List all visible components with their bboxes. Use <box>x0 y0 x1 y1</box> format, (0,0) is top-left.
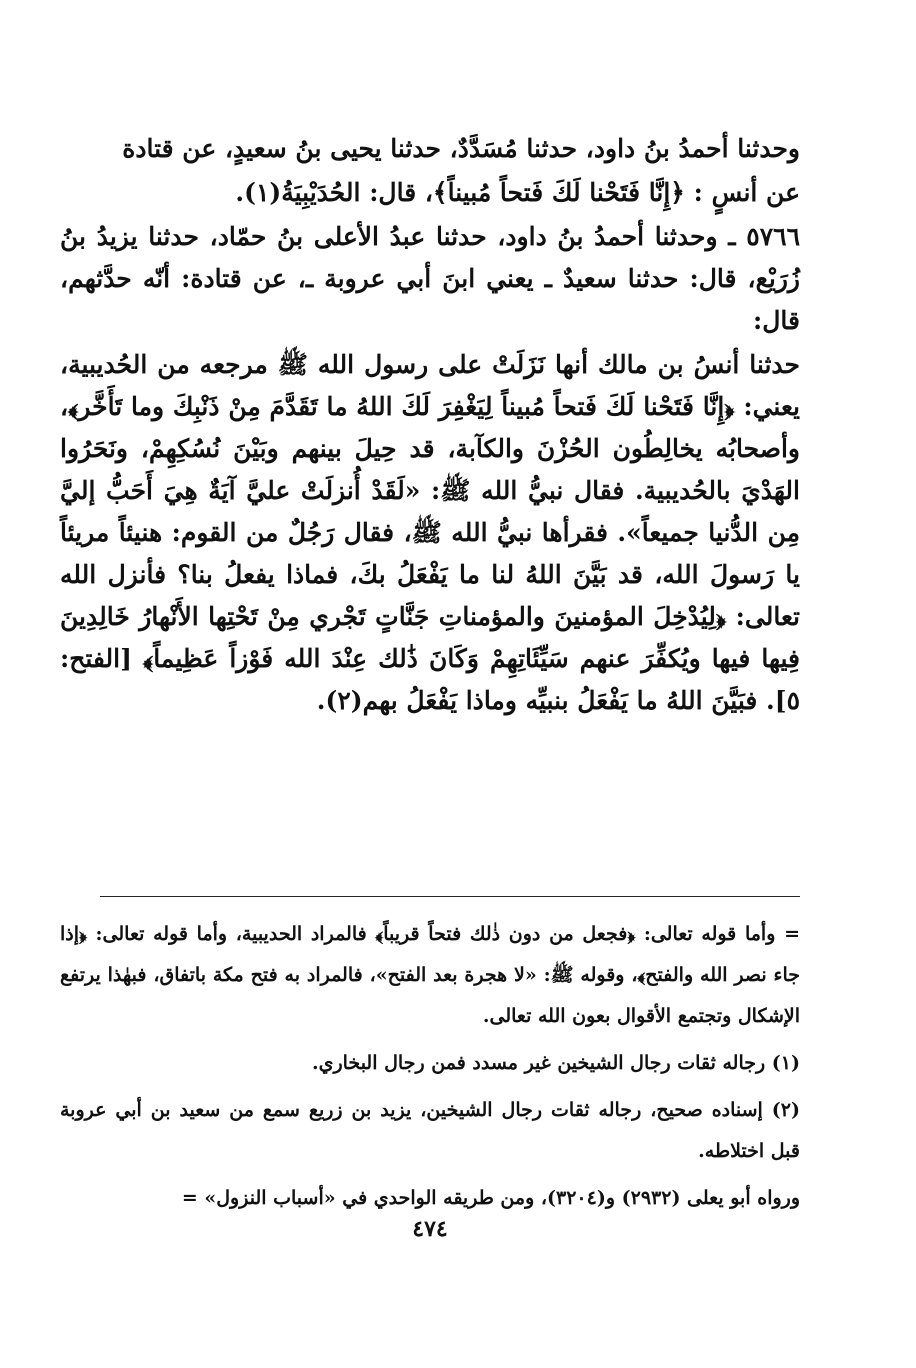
footnote-2-continued: ورواه أبو يعلى (٢٩٣٢) و(٣٢٠٤)، ومن طريقه الواحدي في «أسباب النزول» = <box>181 1187 800 1209</box>
paragraph-isnad-1: وحدثنا أحمدُ بنُ داود، حدثنا مُسَدَّدٌ، حدثنا يحيى بنُ سعيدٍ، عن قتادة <box>122 134 800 163</box>
footnote-1: (١) رجاله ثقات رجال الشيخين غير مسدد فمن رجال البخاري. <box>311 1052 800 1074</box>
paragraph-isnad-5766: ٥٧٦٦ ـ وحدثنا أحمدُ بنُ داود، حدثنا عبدُ الأعلى بنُ حمّاد، حدثنا يزيدُ بنُ زُرَيْع، قال: حدثنا سعيدٌ ـ يعني ابنَ أبي عروبة ـ، عن قتادة: أنّه حدَّثهم، قال: <box>60 222 800 335</box>
paragraph-hadith-1: عن أنسٍ : ﴿إِنَّا فَتَحْنا لَكَ فَتحاً مُبيناً﴾، قال: الحُدَيْبِيَةُ(١). <box>235 178 800 207</box>
footnote-separator <box>100 896 800 897</box>
document-page <box>60 0 800 1368</box>
main-text <box>60 128 800 722</box>
footnote-continuation: = وأما قوله تعالى: ﴿فجعل من دون ذٰلك فتحاً قريباً﴾ فالمراد الحديبية، وأما قوله تعالى: ﴿إذا جاء نصر الله والفتح﴾، وقوله ﷺ: «لا هجرة بعد الفتح»، فالمراد به فتح مكة باتفاق، فبهٰذا يرتفع الإشكال وتجتمع الأقوال بعون الله تعالى. <box>60 923 800 1027</box>
footnotes <box>60 914 800 1219</box>
paragraph-hadith-5766: حدثنا أنسُ بن مالك أنها نَزَلَتْ على رسول الله ﷺ مرجعه من الحُديبية، يعني: ﴿إِنَّا فَتَحْنا لَكَ فَتحاً مُبيناً لِيَغْفِرَ لَكَ اللهُ ما تَقَدَّمَ مِنْ ذَنْبِكَ وما تَأَخَّر﴾، وأصحابُه يخالِطُون الحُزْنَ والكآبة، قد حِيلَ بينهم وبَيْنَ نُسُكِهِمْ، ونَحَرُوا الهَدْيَ بالحُديبية. فقال نبيُّ الله ﷺ: «لَقَدْ أُنزلَتْ عليَّ آيَةٌ هِيَ أَحَبُّ إليَّ مِن الدُّنيا جميعاً». فقرأها نبيُّ الله ﷺ، فقال رَجُلٌ من القوم: هنيئاً مريئاً يا رَسولَ الله، قد بَيَّنَ اللهُ لنا ما يَفْعَلُ بكَ، فماذا يفعلُ بنا؟ فأنزل الله تعالى: ﴿لِيُدْخِلَ المؤمنينَ والمؤمناتِ جَنَّاتٍ تَجْري مِنْ تَحْتِها الأَنْهارُ خَالِدِينَ فِيها فيها ويُكفِّرَ عنهم سَيِّئَاتِهِمْ وَكَانَ ذَٰلك عِنْدَ الله فَوْزاً عَظِيماً﴾ [الفتح: ٥]. فبَيَّنَ اللهُ ما يَفْعَلُ بنبيِّه وماذا يَفْعَلُ بهم(٢). <box>60 350 800 715</box>
footnote-2: (٢) إسناده صحيح، رجاله ثقات رجال الشيخين، يزيد بن زريع سمع من سعيد بن أبي عروبة قبل اختلاطه. <box>60 1099 800 1162</box>
page-number: ٤٧٤ <box>412 1216 448 1242</box>
